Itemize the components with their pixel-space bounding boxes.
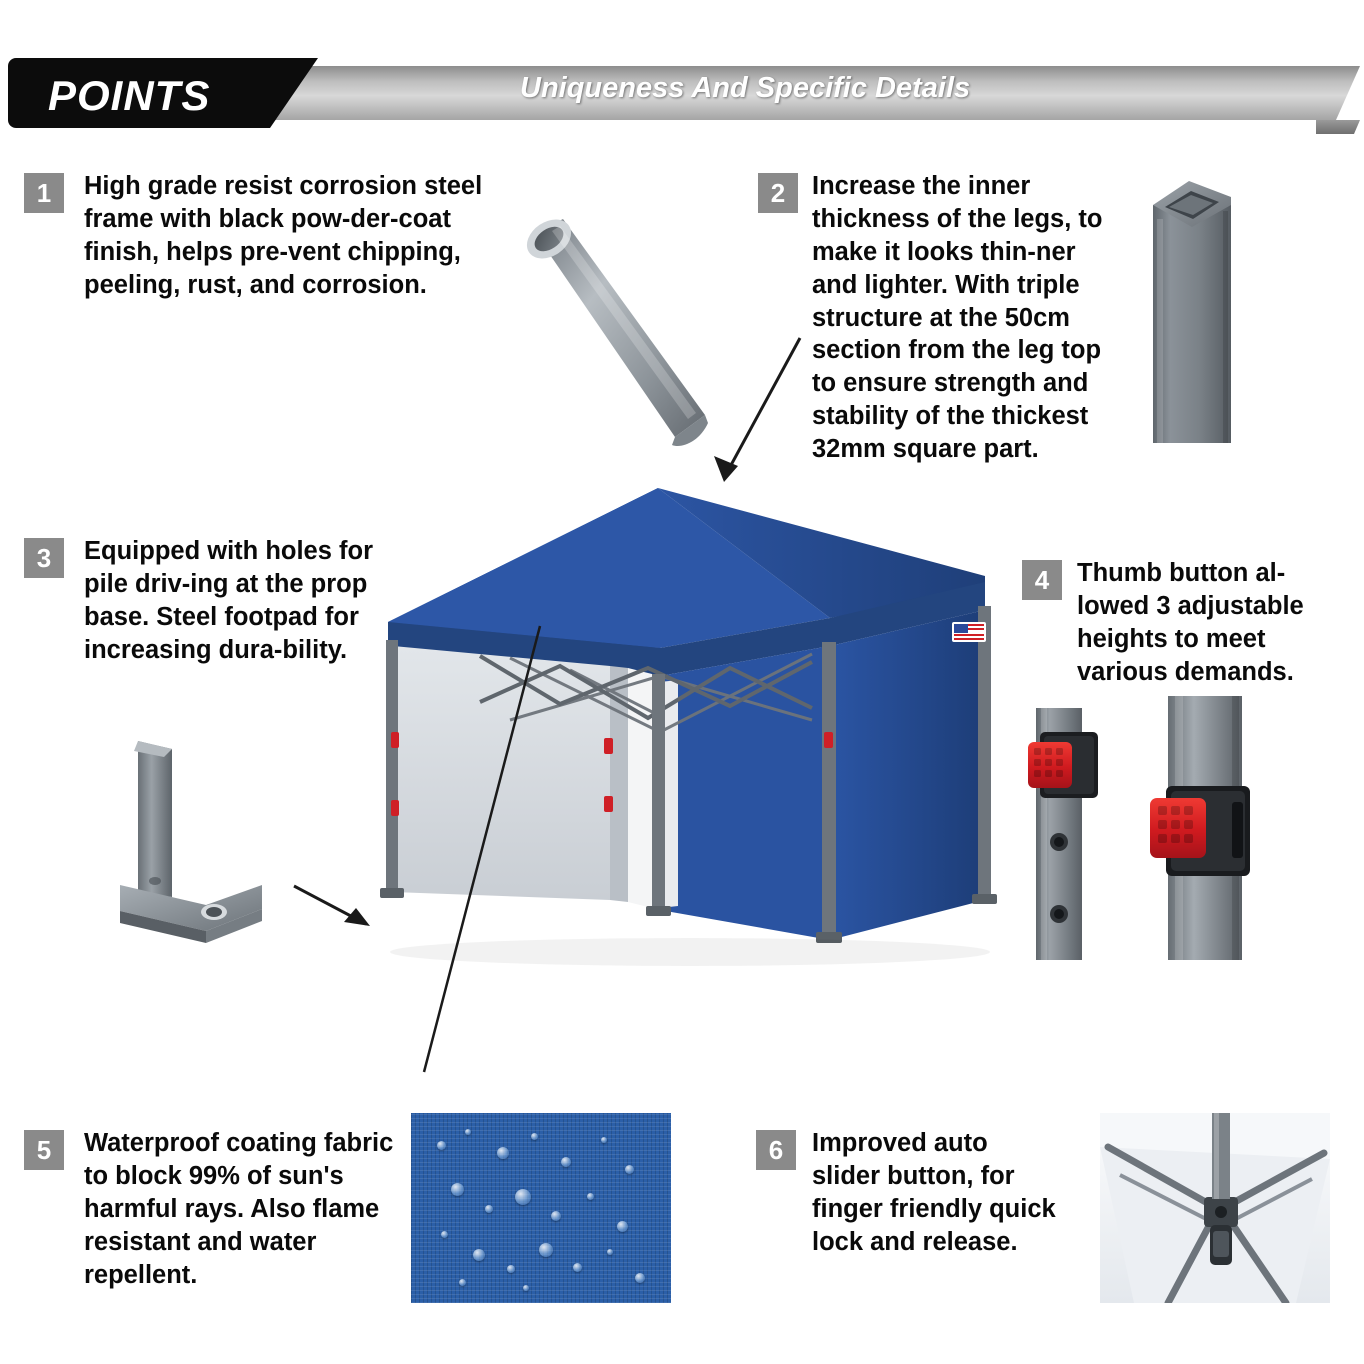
point-badge-2: 2	[758, 173, 798, 213]
point-badge-5: 5	[24, 1130, 64, 1170]
thumb-button-illustration	[1018, 690, 1308, 965]
point-text-2: Increase the inner thickness of the legs, to make it looks thin-ner and lighter. With triple structure at the 50cm section from the leg top to ensure strength and stability of the thickest 32mm square part.	[812, 172, 1103, 464]
point-badge-6: 6	[756, 1130, 796, 1170]
banner-subtitle: Uniqueness And Specific Details	[520, 72, 971, 104]
square-leg-tube-illustration	[1135, 175, 1255, 445]
point-badge-4: 4	[1022, 560, 1062, 600]
point-text-6: Improved auto slider button, for finger friendly quick lock and release.	[812, 1129, 1056, 1256]
canopy-underside-slider-illustration	[1100, 1113, 1330, 1303]
point-text-1: High grade resist corrosion steel frame with black pow-der-coat finish, helps pre-vent chipping, peeling, rust, and corrosion.	[84, 172, 483, 299]
fabric-weave-texture	[411, 1113, 671, 1303]
page-title: POINTS	[48, 72, 211, 119]
waterproof-fabric-swatch	[411, 1113, 671, 1303]
point-text-4: Thumb button al-lowed 3 adjustable heights to meet various demands.	[1077, 559, 1304, 686]
steel-footpad-illustration	[110, 735, 285, 950]
banner-grey-tail-shape	[1316, 120, 1360, 134]
point-badge-1: 1	[24, 173, 64, 213]
point-text-3: Equipped with holes for pile driv-ing at the prop base. Steel footpad for increasing dura-bility.	[84, 537, 373, 664]
point-text-5: Waterproof coating fabric to block 99% of sun's harmful rays. Also flame resistant and water repellent.	[84, 1129, 394, 1289]
arrow-point5-to-sidewall	[410, 620, 550, 1080]
point-badge-3: 3	[24, 538, 64, 578]
round-steel-tube-illustration	[500, 215, 710, 455]
